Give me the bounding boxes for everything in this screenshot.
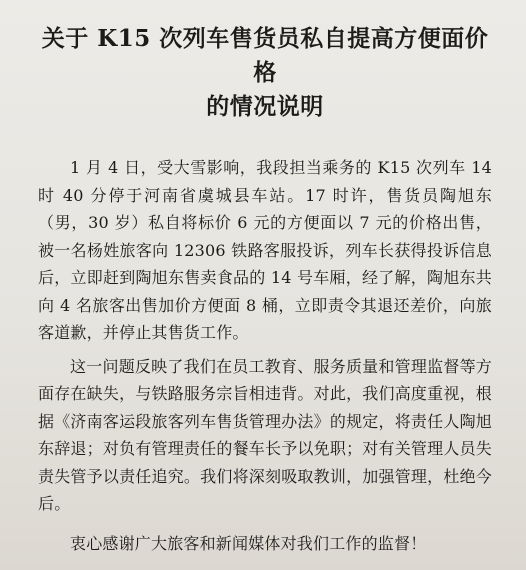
- paragraph-incident: 1 月 4 日，受大雪影响，我段担当乘务的 K15 次列车 14 时 40 分停于河南省虞城县车站。17 时许，售货员陶旭东（男，30 岁）私自将标价 6 元的方便面以 7 元的价格出售，被一名杨姓旅客向 12306 铁路客服投诉，列车长获得投诉信息后，立即赶到陶旭东售卖食品的 14 号车厢，经了解，陶旭东共向 4 名旅客出售加价方便面 8 桶，立即责令其退还差价，向旅客道歉，并停止其售货工作。: [38, 158, 492, 342]
- paragraph-thanks: 衷心感谢广大旅客和新闻媒体对我们工作的监督！: [70, 533, 427, 553]
- title-line-1: 关于 K15 次列车售货员私自提高方便面价格: [41, 25, 489, 86]
- title-line-2: 的情况说明: [206, 93, 324, 120]
- document-title: [38, 22, 492, 124]
- paragraph-response: 这一问题反映了我们在员工教育、服务质量和管理监督等方面存在缺失，与铁路服务宗旨相违背。对此，我们高度重视，根据《济南客运段旅客列车售货管理办法》的规定，将责任人陶旭东辞退；对负有管理责任的餐车长予以免职；对有关管理人员失责失管予以责任追究。我们将深刻吸取教训，加强管理，杜绝今后。: [38, 356, 492, 513]
- document-body: [38, 154, 492, 557]
